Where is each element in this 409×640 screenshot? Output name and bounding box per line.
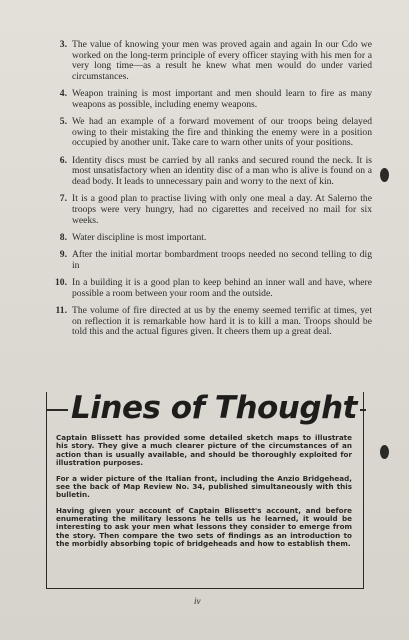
list-item <box>50 40 372 82</box>
punch-hole-mark <box>380 445 389 459</box>
lines-of-thought-paragraph: For a wider picture of the Italian front, including the Anzio Bridgehead, see the back of Map Review No. 34, published simultaneously with this bulletin. <box>56 473 352 500</box>
page-number: iv <box>194 596 201 606</box>
lines-of-thought-body <box>56 427 352 555</box>
item-text: Weapon training is most important and men should learn to fire as many weapons as possible, including enemy weapons. <box>72 88 372 110</box>
lines-of-thought-paragraph: Having given your account of Captain Blissett's account, and before enumerating the military lessons he tells us he learned, it would be interesting to ask your men what lessons they consider to emerge from the story. Then compare the two sets of findings as an introduction to the morbidly absorbing topic of bridgeheads and how to establish them. <box>56 505 352 548</box>
list-item <box>50 89 372 110</box>
item-text: We had an example of a forward movement of our troops being delayed owing to their mistaking the fire and thinking the enemy were in a position occupied by another unit. Take care to warn other units of your positions. <box>72 116 372 149</box>
item-text: In a building it is a good plan to keep behind an inner wall and have, where possible a room between your room and the outside. <box>72 277 372 299</box>
list-item <box>50 250 372 271</box>
lines-of-thought-paragraph: Captain Blissett has provided some detailed sketch maps to illustrate his story. They give a much clearer picture of the circumstances of an action than is usually available, and should be thoroughly exploited for illustration purposes. <box>56 433 352 468</box>
item-text: Water discipline is most important. <box>72 231 207 243</box>
item-number: 5. <box>59 116 67 128</box>
item-number: 8. <box>59 231 67 243</box>
list-item <box>50 233 372 244</box>
title-rule-right <box>360 409 366 411</box>
item-text: After the initial mortar bombardment troops needed no second telling to dig in <box>72 249 372 271</box>
lessons-list <box>50 40 372 345</box>
list-item <box>50 156 372 188</box>
title-rule-left <box>46 409 68 411</box>
item-number: 11. <box>55 305 67 317</box>
item-text: It is a good plan to practise living with only one meal a day. At Salerno the troops were very hungry, had no cigarettes and received no mail for six weeks. <box>72 193 372 226</box>
item-text: Identity discs must be carried by all ranks and secured round the neck. It is most unsatisfactory when an identity disc of a man who is alive is found on a dead body. It leads to unnecessary pain and worry to the next of kin. <box>72 154 372 187</box>
item-number: 3. <box>59 39 67 50</box>
list-item <box>50 306 372 338</box>
item-number: 10. <box>55 277 67 289</box>
lines-of-thought-title: Lines of Thought <box>71 390 357 426</box>
item-text: The value of knowing your men was proved again and again In our Cdo we worked on the long-term principle of every officer staying with his men for a very long time—as a result he knew what men would do under varied circumstances. <box>72 39 372 82</box>
item-text: The volume of fire directed at us by the enemy seemed terrific at times, yet on reflection it is remarkable how hard it is to kill a man. Troops should be told this and the actual figures given. It cheers them up a great deal. <box>72 305 372 338</box>
item-number: 7. <box>59 193 67 205</box>
punch-hole-mark <box>380 168 389 182</box>
list-item <box>50 278 372 299</box>
item-number: 4. <box>59 88 67 100</box>
list-item <box>50 117 372 149</box>
item-number: 6. <box>59 154 67 166</box>
list-item <box>50 194 372 226</box>
lines-of-thought-header <box>46 388 366 428</box>
item-number: 9. <box>59 249 67 261</box>
